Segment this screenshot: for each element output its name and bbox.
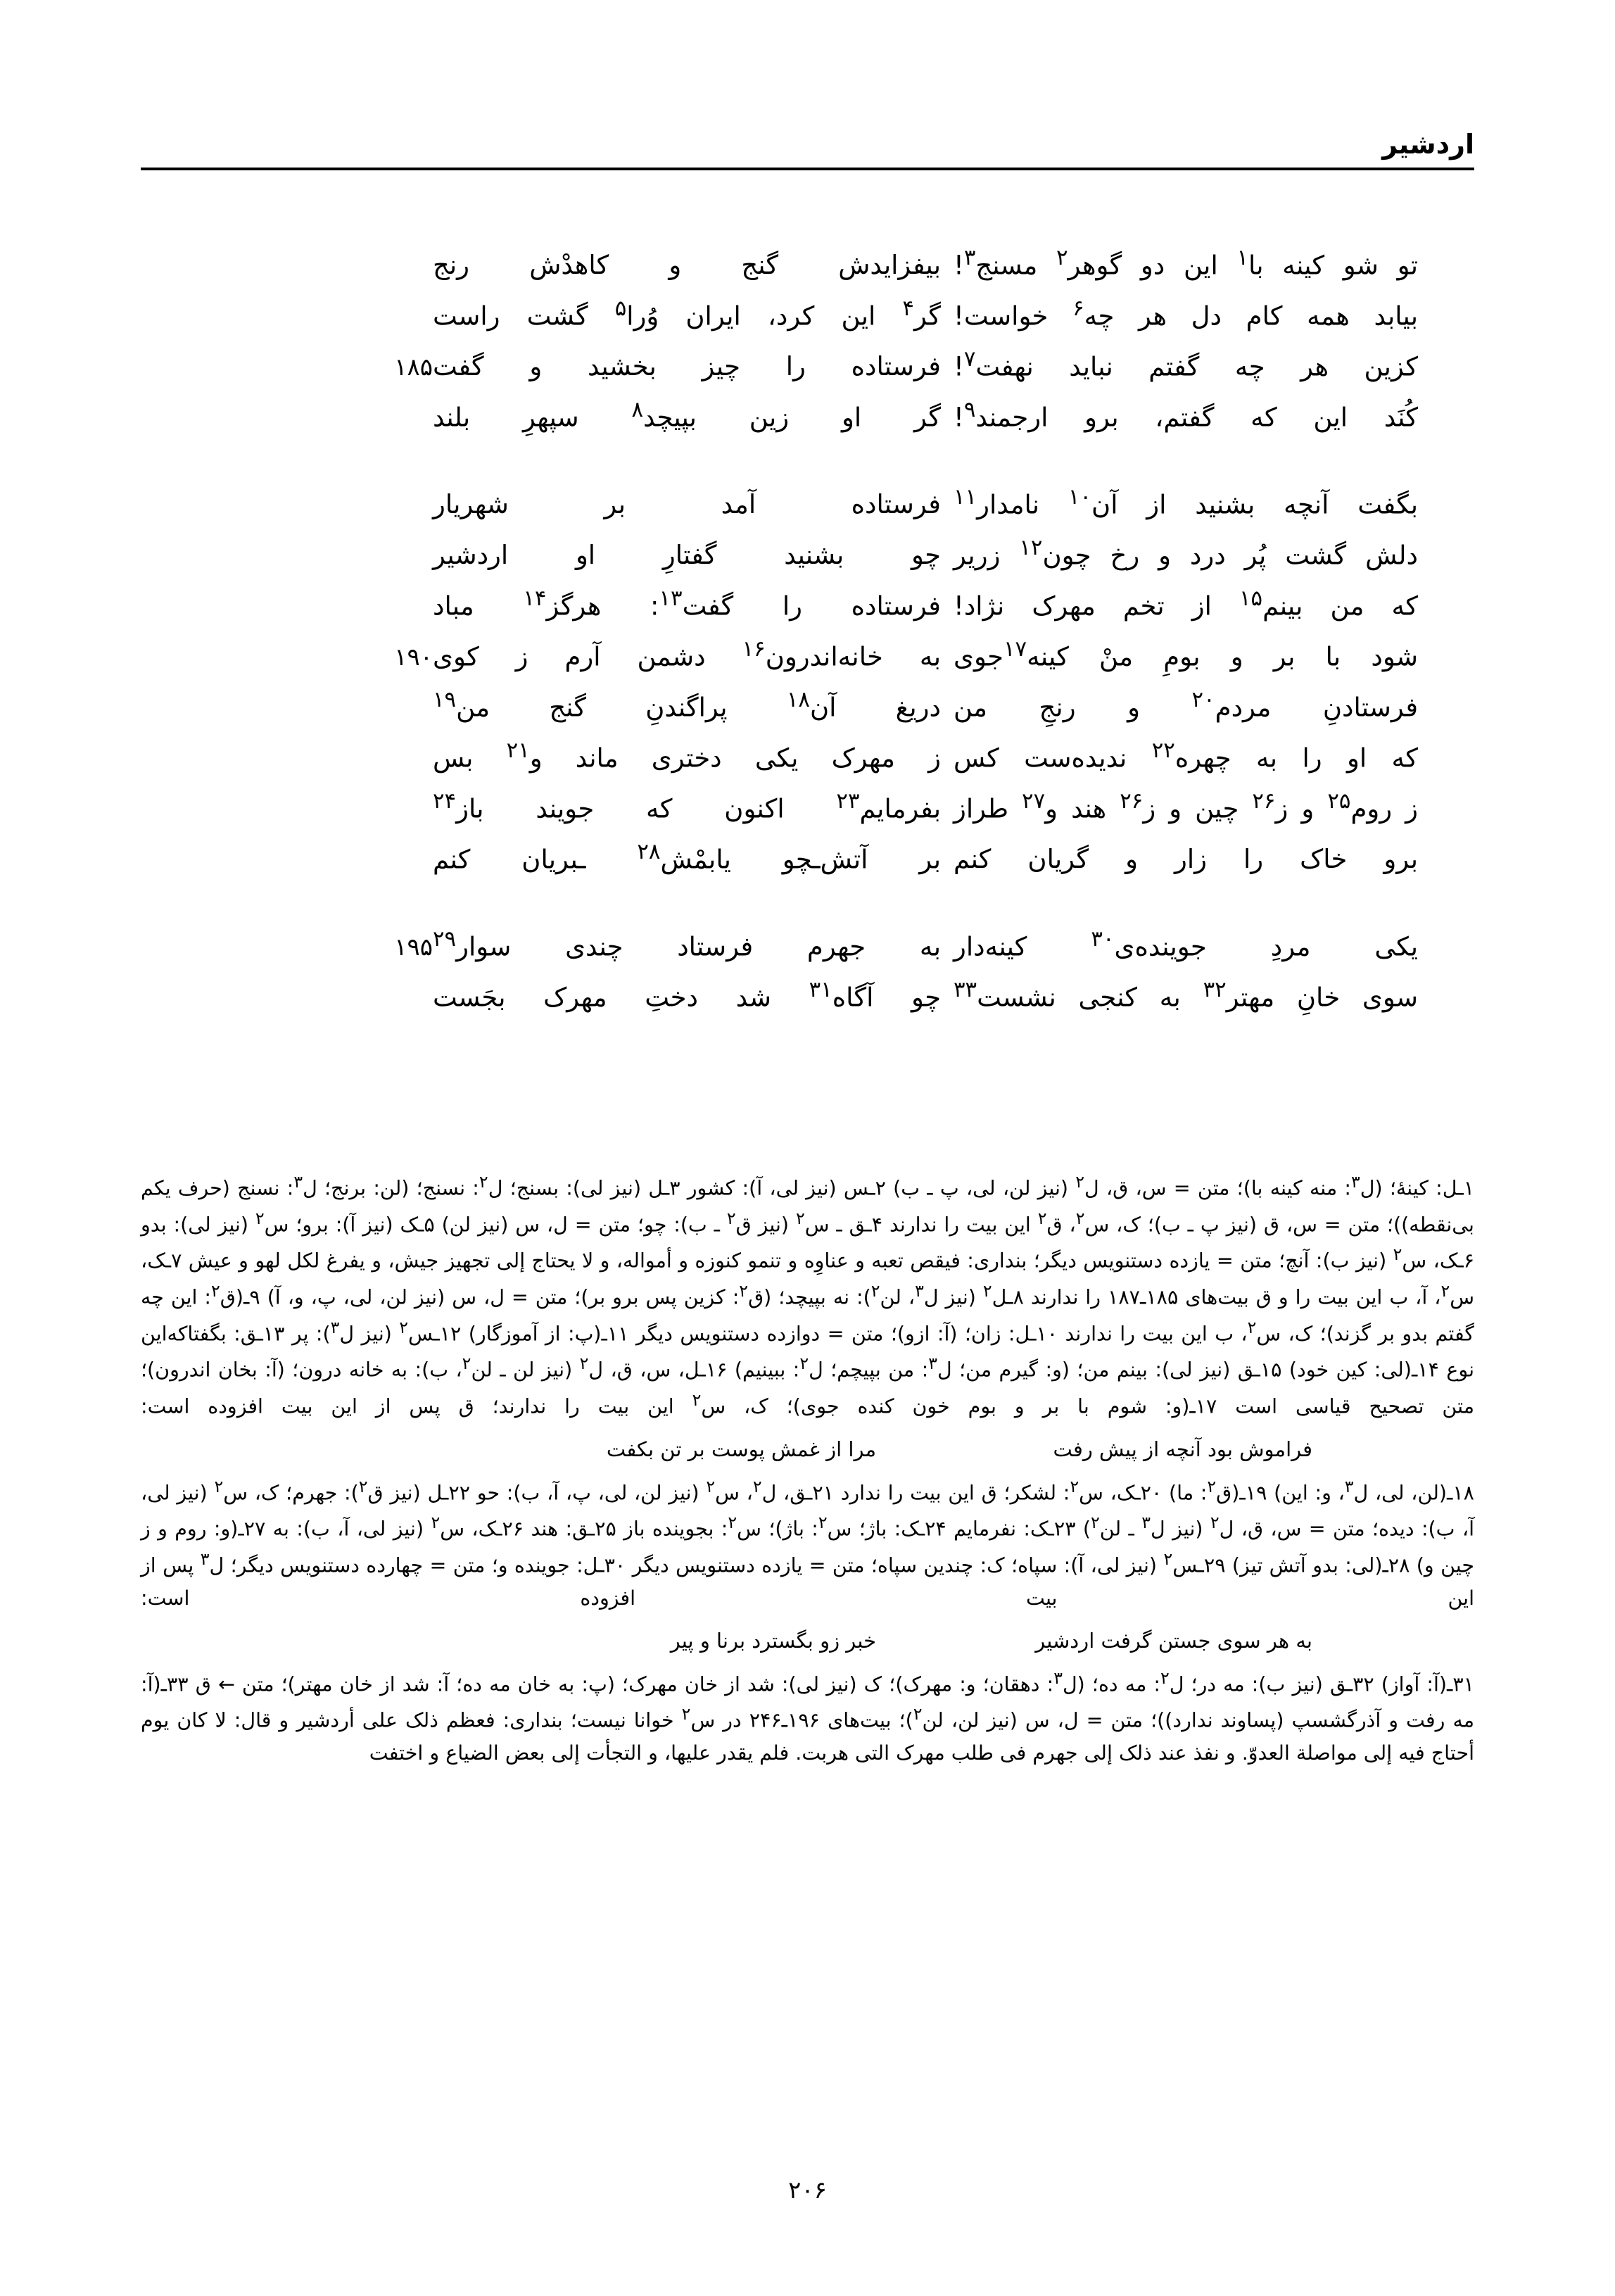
critical-apparatus xyxy=(141,1168,1474,1771)
apparatus-inset-couplet xyxy=(141,1625,1474,1658)
apparatus-paragraph: ۳۱ـ(آ: آواز) ۳۲ـق (نیز ب): مه در؛ ل$^۲$: مه ده؛ (ل$^۳$: دهقان؛ و: مهرک)؛ ک (نیز لی): شد از خان مهرک؛ (پ: به خان مه ده؛ آ: شد از خان مهتر)؛ متن ← ق ۳۳ـ(آ: مه رفت و آذرگشسپ (پساوند ندارد))؛ متن = ل، س (نیز لن، لن$^۲$)؛ بیت‌های ۱۹۶ـ۲۴۶ در س$^۲$ خوانا نیست؛ بنداری: فعظم ذلک علی أردشیر و قال: لا کان یوم أحتاج فیه إلی مواصلة العدوّ. و نفذ عند ذلک إلی جهرم فی طلب مهرک التی هربت. فلم یقدر علیها، و التجأت إلی بعض الضیاع و اختفت xyxy=(141,1667,1474,1765)
hemistich-b: تو شو کینه با$^۱$ این دو گوهر$^۲$ مسنج$^۳$! xyxy=(954,245,1419,281)
hemistich-a: به خانه‌اندرون$^{۱۶}$ دشمن آرم ز کوی xyxy=(433,636,941,672)
couplet-row xyxy=(141,283,1474,334)
hemistich-b: کُنَد این که گفتم، برو ارجمند$^۹$! xyxy=(954,397,1418,433)
couplet-row xyxy=(141,826,1474,877)
hemistich-a: چو آگاه$^{۳۱}$ شد دختِ مهرک بجَست xyxy=(433,977,941,1013)
hemistich-b: یکی مردِ جوینده‌ی$^{۳۰}$ کینه‌دار xyxy=(954,926,1418,962)
verse-block xyxy=(141,914,1474,1015)
inset-hemistich-a: به هر سوی جستن گرفت اردشیر xyxy=(1035,1628,1312,1653)
verse-block xyxy=(141,232,1474,435)
couplet-row xyxy=(141,472,1474,522)
page-number: ۲۰۶ xyxy=(788,2176,827,2204)
hemistich-b: بیابد همه کام دل هر چه$^۶$ خواست! xyxy=(954,296,1418,332)
couplet-row xyxy=(141,232,1474,283)
hemistich-a: فرستاده را چیز بخشید و گفت xyxy=(433,351,941,382)
couplet-row xyxy=(141,334,1474,384)
hemistich-b: برو خاک را زار و گریان کنم xyxy=(954,844,1418,875)
hemistich-b: کزین هر چه گفتم نباید نهفت$^۷$! xyxy=(954,346,1418,382)
hemistich-b: که من بینم$^{۱۵}$ از تخم مهرک نژاد! xyxy=(954,586,1418,622)
verse-number: ۱۹۵ xyxy=(394,933,433,962)
apparatus-paragraph: ۱۸ـ(لن، لی، ل$^۳$، و: این) ۱۹ـ(ق$^۲$: ما) ۲۰ـک، س$^۲$: لشکر؛ ق این بیت را ندارد ۲۱ـق، ل$^۲$، س$^۲$ (نیز لن، لی، پ، آ، ب): حو ۲۲ـل (نیز ق$^۲$): جهرم؛ ک، س$^۲$ (نیز لی، آ، ب): دیده؛ متن = س، ق، ل$^۲$ (نیز ل$^۳$ ـ لن$^۲$) ۲۳ـک: نفرمایم ۲۴ـک: باژ؛ س$^۲$: باژ)؛ س$^۲$: بجوینده باز ۲۵ـق: هند ۲۶ـک، س$^۲$ (نیز لی، آ، ب): به ۲۷ـ(و: روم و ز چین و) ۲۸ـ(لی: بدو آتش تیز) ۲۹ـس$^۲$ (نیز لی، آ): سپاه؛ ک: چندین سپاه؛ متن = یازده دستنویس دیگر ۳۰ـل: جوینده و؛ متن = چهارده دستنویس دیگر؛ ل$^۳$ پس از این بیت افزوده است: xyxy=(141,1476,1475,1610)
couplet-row xyxy=(141,776,1474,826)
hemistich-a: فرستاده را گفت$^{۱۳}$: هرگز$^{۱۴}$ مباد xyxy=(433,586,941,622)
couplet-row xyxy=(141,914,1474,964)
header-rule xyxy=(141,168,1474,170)
couplet-row xyxy=(141,384,1474,435)
verse-body xyxy=(141,232,1474,1052)
hemistich-a: چو بشنید گفتارِ او اردشیر xyxy=(433,540,941,571)
hemistich-b: که او را به چهره$^{۲۲}$ ندیده‌ست کس xyxy=(954,738,1418,774)
couplet-row xyxy=(141,964,1474,1015)
hemistich-a: دریغ آن$^{۱۸}$ پراگندنِ گنج من$^{۱۹}$ xyxy=(433,687,941,723)
hemistich-a: ز مهرک یکی دختری ماند و$^{۲۱}$ بس xyxy=(433,738,942,774)
hemistich-b: بگفت آنچه بشنید از آن$^{۱۰}$ نامدار$^{۱۱}$ xyxy=(954,484,1418,520)
hemistich-b: شود با بر و بومِ منْ کینه$^{۱۷}$جوی xyxy=(954,636,1418,672)
inset-hemistich-a: فراموش بود آنچه از پیش رفت xyxy=(1053,1437,1312,1461)
inset-hemistich-b: خبر زو بگسترد برنا و پیر xyxy=(670,1628,876,1653)
couplet-row xyxy=(141,624,1474,674)
hemistich-a: گر$^۴$ این کرد، ایران وُرا$^۵$ گشت راست xyxy=(433,296,941,332)
hemistich-a: به جهرم فرستاد چندی سوار$^{۲۹}$ xyxy=(433,926,941,962)
hemistich-b: فرستادنِ مردم$^{۲۰}$ و رنجِ من xyxy=(954,687,1419,723)
verse-number: ۱۸۵ xyxy=(394,353,433,382)
hemistich-a: گر او زین بپیچد$^۸$ سپهرِ بلند xyxy=(433,397,942,433)
verse-number: ۱۹۰ xyxy=(394,643,433,672)
hemistich-a: بر آتش‌ـچو یابمْش$^{۲۸}$ ـبریان کنم xyxy=(433,839,941,875)
running-head-title: اردشیر xyxy=(1382,129,1474,160)
page-header xyxy=(141,131,1474,187)
hemistich-a: بفرمایم$^{۲۳}$ اکنون که جویند باز$^{۲۴}$ xyxy=(433,788,941,824)
apparatus-paragraph: ۱ـل: کینهٔ؛ (ل$^۳$: منه کینه با)؛ متن = س، ق، ل$^۲$ (نیز لن، لی، پ ـ ب) ۲ـس (نیز لی، آ): کشور ۳ـل (نیز لی): بسنج؛ ل$^۲$: نسنج؛ (لن: برنج؛ ل$^۳$: نسنج (حرف یکم بی‌نقطه))؛ متن = س، ق (نیز پ ـ ب)؛ ک، س$^۲$، ق$^۲$ این بیت را ندارند ۴ـق ـ س$^۲$ (نیز ق$^۲$ ـ ب): چو؛ متن = ل، س (نیز لن) ۵ـک (نیز آ): برو؛ س$^۲$ (نیز لی): بدو ۶ـک، س$^۲$ (نیز ب): آنچ؛ متن = یازده دستنویس دیگر؛ بنداری: فیقص تعبه و عناوِه و تنمو کنوزه و أمواله، و لا یحتاج إلی تجهیز جیش، و یفرغ لکل لهو و عیش ۷ـک، س$^۲$، آ، ب این بیت را و ق بیت‌های ۱۸۵ـ۱۸۷ را ندارند ۸ـل$^۲$ (نیز ل$^۳$، لن$^۲$): نه بپیچد؛ (ق$^۲$: کزین پس برو بر)؛ متن = ل، س (نیز لن، لی، پ، و، آ) ۹ـ(ق$^۲$: این چه گفتم بدو بر گزند)؛ ک، س$^۲$، ب این بیت را ندارند ۱۰ـل: زان؛ (آ: ازو)؛ متن = دوازده دستنویس دیگر ۱۱ـ(پ: از آموزگار) ۱۲ـس$^۲$ (نیز ل$^۳$): پر ۱۳ـق: بگفتاکه‌این نوع ۱۴ـ(لی: کین خود) ۱۵ـق (نیز لی): بینم من؛ (و: گیرم من؛ ل$^۳$: من بپیچم؛ ل$^۲$: ببینیم) ۱۶ـل، س، ق، ل$^۲$ (نیز لن ـ لن$^۲$، ب): به خانه درون؛ (آ: بخان اندرون)؛ متن تصحیح قیاسی است ۱۷ـ(و: شوم با بر و بوم خون کنده جوی)؛ ک، س$^۲$ این بیت را ندارند؛ ق پس از این بیت افزوده است: xyxy=(141,1172,1475,1418)
verse-block xyxy=(141,472,1474,877)
hemistich-a: فرستاده آمد بر شهریار xyxy=(433,489,941,520)
inset-hemistich-b: مرا از غمش پوست بر تن بکفت xyxy=(606,1437,876,1461)
hemistich-b: دلش گشت پُر درد و رخ چون$^{۱۲}$ زریر xyxy=(954,535,1418,571)
couplet-row xyxy=(141,522,1474,573)
couplet-row xyxy=(141,573,1474,624)
hemistich-b: ز روم$^{۲۵}$ و ز$^{۲۶}$ چین و ز$^{۲۶}$ هند و$^{۲۷}$ طراز xyxy=(954,788,1418,824)
hemistich-a: بیفزایدش گنج و کاهدْش رنج xyxy=(433,250,941,281)
couplet-row xyxy=(141,725,1474,776)
couplet-row xyxy=(141,674,1474,725)
apparatus-inset-couplet xyxy=(141,1433,1474,1466)
hemistich-b: سوی خانِ مهتر$^{۳۲}$ به کنجی نشست$^{۳۳}$ xyxy=(954,977,1418,1013)
